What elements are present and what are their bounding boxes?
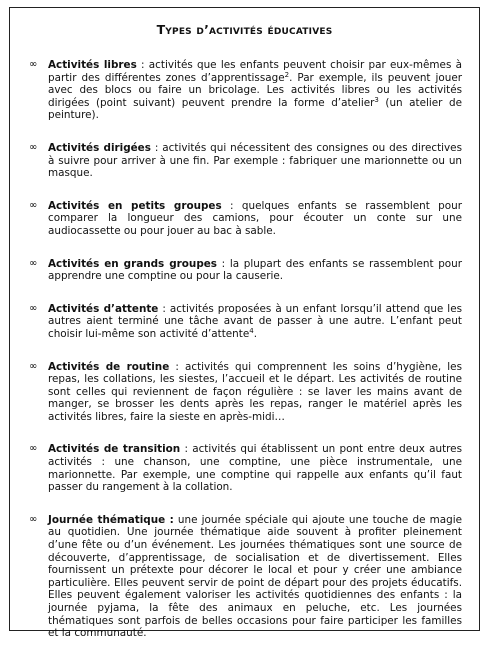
infinity-bullet-icon: ∞ <box>29 199 38 211</box>
infinity-bullet-icon: ∞ <box>29 59 38 70</box>
list-item-activites-transition <box>29 443 462 493</box>
list-item-petits-groupes <box>29 200 462 238</box>
item-text: (un atelier de peinture). <box>48 96 462 122</box>
item-text: : activités que les enfants peuvent choisir par eux-mêmes à partir des différentes zones d’apprentissage <box>48 59 462 84</box>
item-term: Activités en petits groupes <box>48 199 222 212</box>
infinity-bullet-icon: ∞ <box>29 513 38 525</box>
item-text: . Par exemple, ils peuvent jouer avec des blocs ou faire un bricolage. Les activités libres ou les activités dirigées (point suivant) peuvent prendre la forme d’atelier <box>48 71 463 109</box>
item-term: Activités en grands groupes <box>48 257 217 270</box>
list-item-activites-dirigees <box>29 142 462 180</box>
infinity-bullet-icon: ∞ <box>29 360 38 372</box>
list-item-activites-libres <box>29 59 462 122</box>
item-text: : quelques enfants se rassemblent pour comparer la longueur des camions, pour écouter un conte sur une audiocassette ou pour jouer au bac à sable. <box>48 199 462 237</box>
activity-types-list <box>29 59 462 660</box>
item-term: Activités de routine <box>48 360 170 373</box>
item-text: une journée spéciale qui ajoute une touche de magie au quotidien. Une journée thématique aide souvent à profiter pleinement d’une fête ou d’un événement. Les journées thématiques sont une source de découverte, d’apprentissage, de socialisation et de divertissement. Elles fournissent un prétexte pour décorer le local et pour y créer une ambiance particulière. Elles peuvent servir de point de départ pour des projets éducatifs. Elles peuvent également valoriser les activités quotidiennes des enfants : la journée pyjama, la fête des animaux en peluche, etc. Les journées thématiques sont parfois de belles occasions pour faire participer les familles et la communauté. <box>48 513 462 640</box>
infinity-bullet-icon: ∞ <box>29 302 38 314</box>
page-title: Types d’activités éducatives <box>156 22 333 37</box>
list-item-journee-thematique <box>29 514 462 640</box>
infinity-bullet-icon: ∞ <box>29 443 38 455</box>
item-text: : activités qui établissent un pont entre deux autres activités : une chanson, une comptine, une pièce instrumentale, une marionnette. Par exemple, une comptine qui rappelle aux enfants qu’il faut passer du rangement à la collation. <box>48 443 462 494</box>
item-text: : la plupart des enfants se rassemblent pour apprendre une comptine ou pour la causerie. <box>48 257 463 283</box>
item-text: : activités qui comprennent les soins d’hygiène, les repas, les collations, les siestes, l’accueil et le départ. Les activités de routine sont celles qui reviennent de façon régulière : se laver les mains avant de manger, se brosser les dents après les repas, ranger le matériel après les activités libres, faire la sieste en après-midi… <box>48 360 462 423</box>
footnote-ref: 3 <box>374 95 379 104</box>
item-term: Activités de transition <box>48 443 181 456</box>
footnote-ref: 2 <box>284 70 290 79</box>
list-item-activites-routine <box>29 361 462 424</box>
item-term: Activités dirigées <box>48 141 151 154</box>
item-text: . <box>253 327 258 340</box>
list-item-activites-attente <box>29 303 462 341</box>
footnote-ref: 4 <box>249 326 254 335</box>
item-text: : activités qui nécessitent des consignes ou des directives à suivre pour arriver à une fin. Par exemple : fabriquer une marionnette ou un masque. <box>48 141 462 180</box>
bordered-panel <box>9 7 480 640</box>
item-text: : activités proposées à un enfant lorsqu’il attend que les autres aient terminé une tâche avant de passer à une autre. L’enfant peut choisir lui-même son activité d’attente <box>48 302 462 340</box>
infinity-bullet-icon: ∞ <box>29 257 38 269</box>
item-term: Activités d’attente <box>48 302 159 315</box>
infinity-bullet-icon: ∞ <box>29 141 38 153</box>
item-term: Activités libres <box>48 59 137 71</box>
list-item-grands-groupes <box>29 258 462 283</box>
item-term: Journée thématique : <box>48 513 174 526</box>
